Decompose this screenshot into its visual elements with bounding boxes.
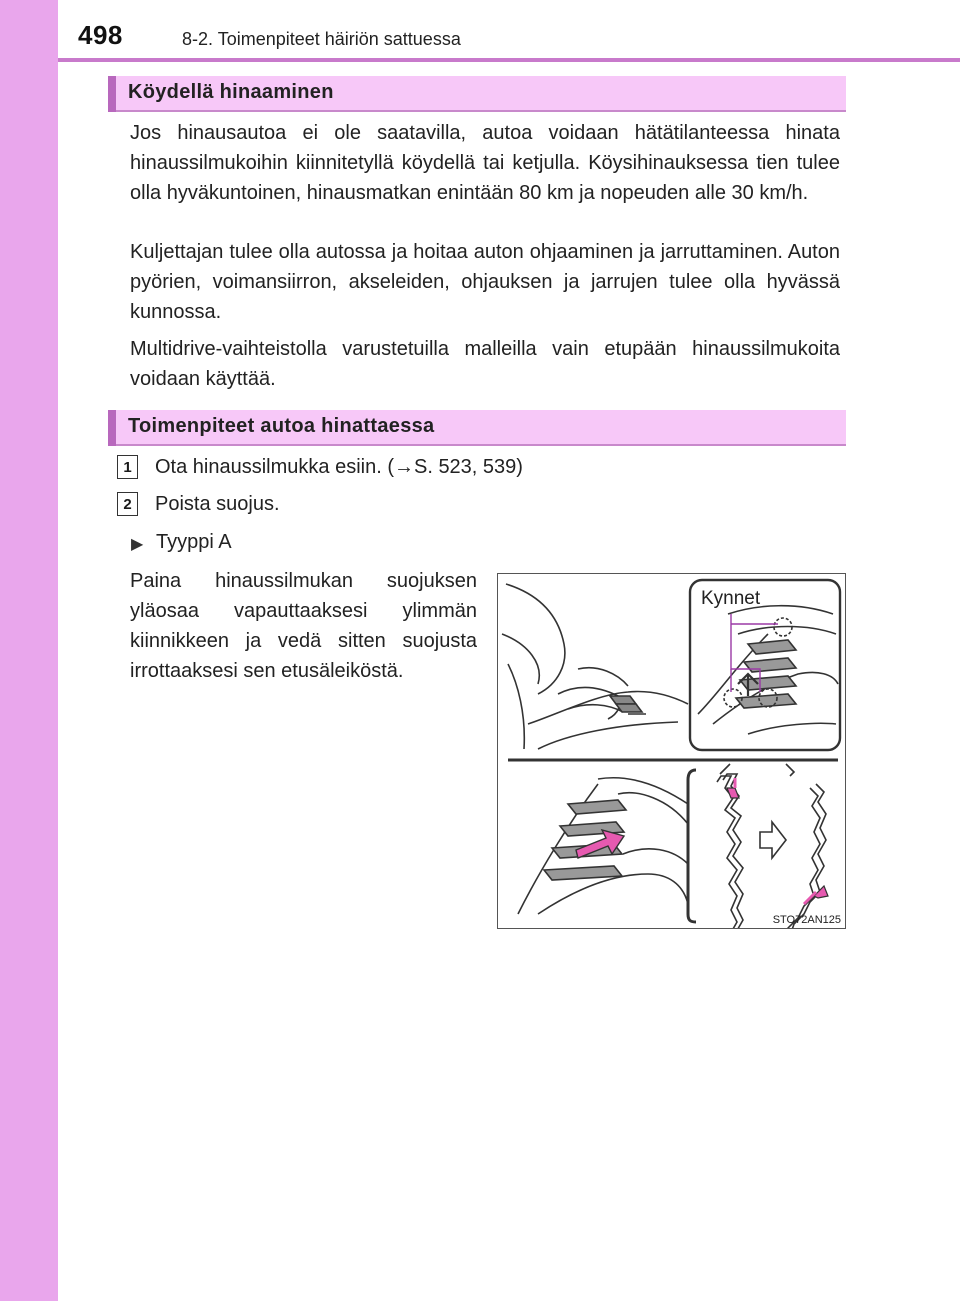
step-number-box: 1 [117, 455, 138, 479]
figure-code: STO72AN125 [772, 914, 841, 926]
step-text: Poista suojus. [155, 493, 280, 515]
tow-eyelet-cover-illustration [497, 573, 846, 929]
paragraph-driver-requirements: Kuljettajan tulee olla autossa ja hoitaa auton ohjaaminen ja jarruttaminen. Auton pyörien, voimansiirron, akseleiden, ohjauksen ja jarrujen tulee olla hyvässä kunnossa. [130, 241, 840, 323]
paragraph-cover-removal: Paina hinaussilmukan suojuksen yläosaa vapauttaaksesi ylimmän kiinnikkeen ja vedä sitten suojusta irrottaaksesi sen etusäleiköstä. [130, 570, 477, 682]
paragraph-multidrive-note: Multidrive-vaihteistolla varustetuilla malleilla vain etupään hinaussilmukoita voidaan käyttää. [130, 338, 840, 390]
figure-callout-claws: Kynnet [701, 588, 761, 609]
paragraph-rope-towing-conditions: Jos hinausautoa ei ole saatavilla, autoa voidaan hätätilanteessa hinata hinaussilmukoihin kiinnitetyllä köydellä tai ketjulla. Köysihinauksessa tien tulee olla hyväkuntoinen, hinausmatkan enintään 80 km ja nopeuden alle 30 km/h. [130, 122, 840, 204]
page-number: 498 [78, 20, 123, 50]
section-heading: Köydellä hinaaminen [128, 81, 334, 103]
bullet-arrow-icon: ▶ [131, 536, 144, 553]
side-color-strip [0, 0, 58, 1301]
type-label: Tyyppi A [156, 531, 232, 553]
step-text: Ota hinaussilmukka esiin. (→S. 523, 539) [155, 456, 523, 478]
header-divider [58, 58, 960, 62]
chapter-section-title: 8-2. Toimenpiteet häiriön sattuessa [182, 29, 461, 49]
section-header-towing-procedure [108, 410, 846, 446]
section-heading: Toimenpiteet autoa hinattaessa [128, 415, 435, 437]
step-number-box: 2 [117, 492, 138, 516]
illustration-drawing [498, 574, 845, 928]
section-header-rope-towing [108, 76, 846, 112]
